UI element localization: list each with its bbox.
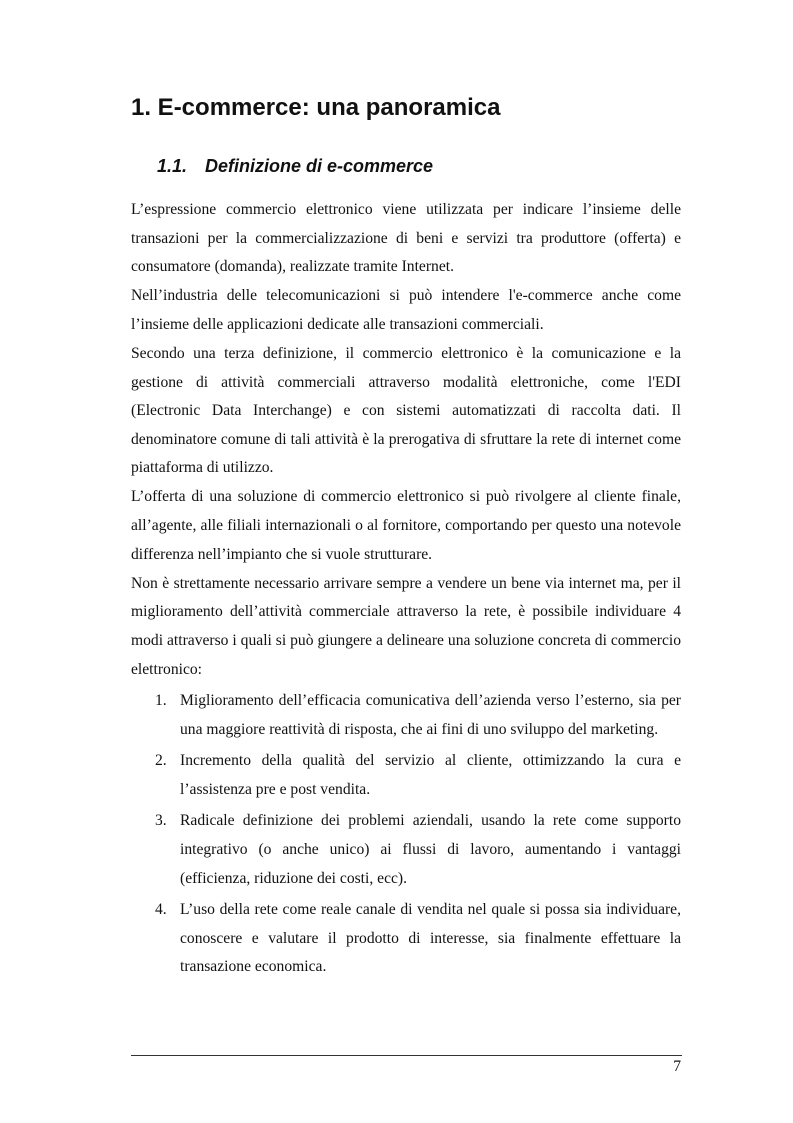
page-number: 7 [673,1058,681,1075]
numbered-list [131,687,681,982]
list-item-text: Miglioramento dell’efficacia comunicativa dell’azienda verso l’esterno, sia per una maggiore reattività di risposta, che ai fini di uno sviluppo del marketing. [180,692,681,738]
section-title: Definizione di e-commerce [205,156,434,176]
paragraph-4: L’offerta di una soluzione di commercio elettronico si può rivolgere al cliente finale, all’agente, alle filiali internazionali o al fornitore, comportando per questo una notevole differenza nell’impianto che si vuole strutturare. [131,488,681,563]
list-item-text: Radicale definizione dei problemi aziendali, usando la rete come supporto integrativo (o anche unico) ai flussi di lavoro, aumentando i vantaggi (efficienza, riduzione dei costi, ecc). [180,812,681,887]
paragraph-2: Nell’industria delle telecomunicazioni si può intendere l'e-commerce anche come l’insieme delle applicazioni dedicate alle transazioni commerciali. [131,287,681,333]
footer-divider [131,1055,682,1056]
list-item [131,747,681,804]
chapter-title: 1. E-commerce: una panoramica [131,94,501,121]
paragraph-3: Secondo una terza definizione, il commercio elettronico è la comunicazione e la gestione di attività commerciali attraverso modalità elettroniche, come l'EDI (Electronic Data Interchange) e con sistemi automatizzati di raccolta dati. Il denominatore comune di tali attività è la prerogativa di sfruttare la rete di internet come piattaforma di utilizzo. [131,344,681,477]
list-item [131,687,681,744]
list-item-text: Incremento della qualità del servizio al cliente, ottimizzando la cura e l’assistenza pre e post vendita. [180,752,681,798]
list-item-text: L’uso della rete come reale canale di vendita nel quale si possa sia individuare, conoscere e valutare il prodotto di interesse, sia finalmente effettuare la transazione economica. [180,901,681,976]
list-item-number: 1. [155,692,167,710]
list-item [131,896,681,982]
section-number: 1.1. [157,156,188,176]
body-text [131,196,681,985]
paragraph-1: L’espressione commercio elettronico viene utilizzata per indicare l’insieme delle transazioni per la commercializzazione di beni e servizi tra produttore (offerta) e consumatore (domanda), realizzate tramite Internet. [131,201,681,276]
list-item-number: 4. [155,901,167,919]
list-item-number: 3. [155,812,167,830]
section-heading [157,153,433,179]
list-item-number: 2. [155,752,167,770]
list-item [131,807,681,893]
paragraph-5: Non è strettamente necessario arrivare sempre a vendere un bene via internet ma, per il miglioramento dell’attività commerciale attraverso la rete, è possibile individuare 4 modi attraverso i quali si può giungere a delineare una soluzione concreta di commercio elettronico: [131,574,681,678]
